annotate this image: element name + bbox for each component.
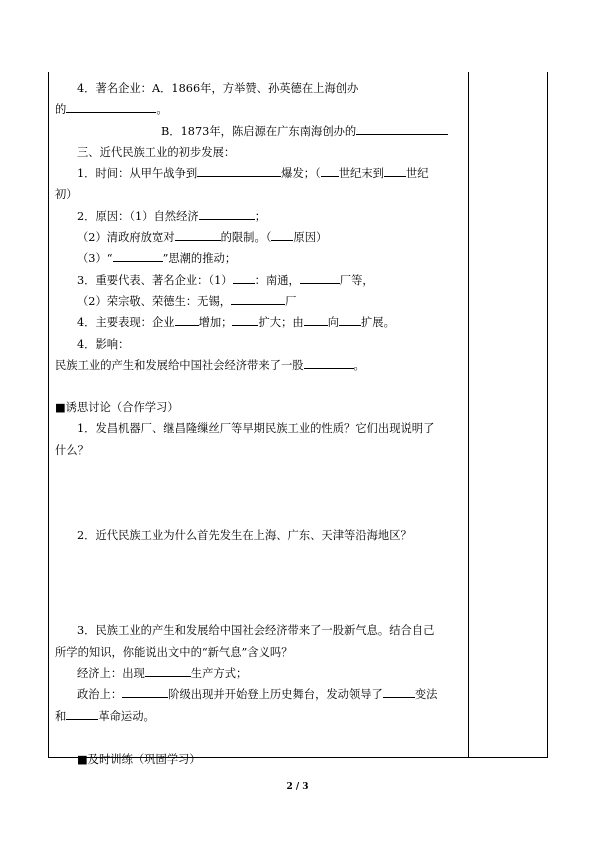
page-number: 2 / 3	[286, 782, 309, 792]
question-3-cont: 所学的知识，你能说出文中的“新气息”含义吗？	[55, 645, 293, 659]
question-1: 1．发昌机器厂、继昌隆缫丝厂等早期民族工业的性质？它们出现说明了	[77, 422, 435, 436]
main-cell	[55, 78, 463, 770]
fill-blank[interactable]	[145, 664, 191, 677]
line-time-cont: 初）	[55, 188, 78, 202]
question-1-cont: 什么？	[55, 443, 89, 457]
fill-blank[interactable]	[66, 707, 98, 720]
fill-blank[interactable]	[231, 292, 285, 305]
line-famous-enterprises-a-blank: 的 。	[55, 99, 463, 120]
section-heading-training: ■及时训练（巩固学习）	[77, 752, 201, 766]
fill-blank[interactable]	[122, 685, 168, 698]
line-manifestation: 4．主要表现：企业 增加； 扩大；由 向 扩展。	[55, 312, 463, 333]
line-famous-enterprises-b: B．1873年，陈启源在广东南海创办的	[55, 121, 463, 142]
fill-blank[interactable]	[233, 271, 255, 284]
fill-blank[interactable]	[113, 249, 163, 262]
question-3: 3．民族工业的产生和发展给中国社会经济带来了一股新气息。结合自己	[77, 624, 435, 638]
answer-political: 政治上： 阶级出现并开始登上历史舞台，发动领导了 变法	[55, 684, 463, 705]
fill-blank[interactable]	[383, 685, 415, 698]
fill-blank[interactable]	[271, 228, 293, 241]
fill-blank[interactable]	[356, 122, 448, 135]
line-impact-text: 民族工业的产生和发展给中国社会经济带来了一股 。	[55, 355, 463, 376]
question-2: 2．近代民族工业为什么首先发生在上海、广东、天津等沿海地区？	[77, 529, 412, 543]
fill-blank[interactable]	[300, 271, 340, 284]
line-representatives-1: 3．重要代表、著名企业：（1） ：南通， 厂等，	[55, 270, 463, 291]
fill-blank[interactable]	[304, 313, 328, 326]
fill-blank[interactable]	[304, 356, 354, 369]
line-reason-3: （3）“ ”思潮的推动；	[55, 248, 463, 269]
line-impact: 4．影响：	[77, 337, 130, 351]
fill-blank[interactable]	[175, 228, 221, 241]
fill-blank[interactable]	[66, 100, 156, 113]
line-reason-2: （2）清政府放宽对 的限制。（ 原因）	[55, 227, 463, 248]
line-famous-enterprises-a: 4．著名企业：A．1866年，方举赞、孙英德在上海创办	[77, 82, 359, 95]
worksheet-table	[48, 72, 548, 766]
fill-blank[interactable]	[339, 313, 361, 326]
fill-blank[interactable]	[384, 164, 406, 177]
fill-blank[interactable]	[321, 164, 339, 177]
answer-political-cont: 和 革命运动。	[55, 706, 463, 727]
fill-blank[interactable]	[232, 313, 258, 326]
fill-blank[interactable]	[199, 207, 255, 220]
answer-economic: 经济上：出现 生产方式；	[55, 663, 463, 684]
line-reason-1: 2．原因：（1）自然经济 ；	[55, 206, 463, 227]
line-time: 1．时间：从甲午战争到 爆发；（ 世纪末到 世纪	[55, 163, 463, 184]
line-representatives-2: （2）荣宗敬、荣德生：无锡， 厂	[55, 291, 463, 312]
fill-blank[interactable]	[175, 313, 199, 326]
column-divider	[468, 72, 469, 757]
section-heading-discussion: ■诱思讨论（合作学习）	[55, 401, 179, 415]
fill-blank[interactable]	[197, 164, 281, 177]
section-title-development: 三、近代民族工业的初步发展：	[77, 145, 236, 159]
